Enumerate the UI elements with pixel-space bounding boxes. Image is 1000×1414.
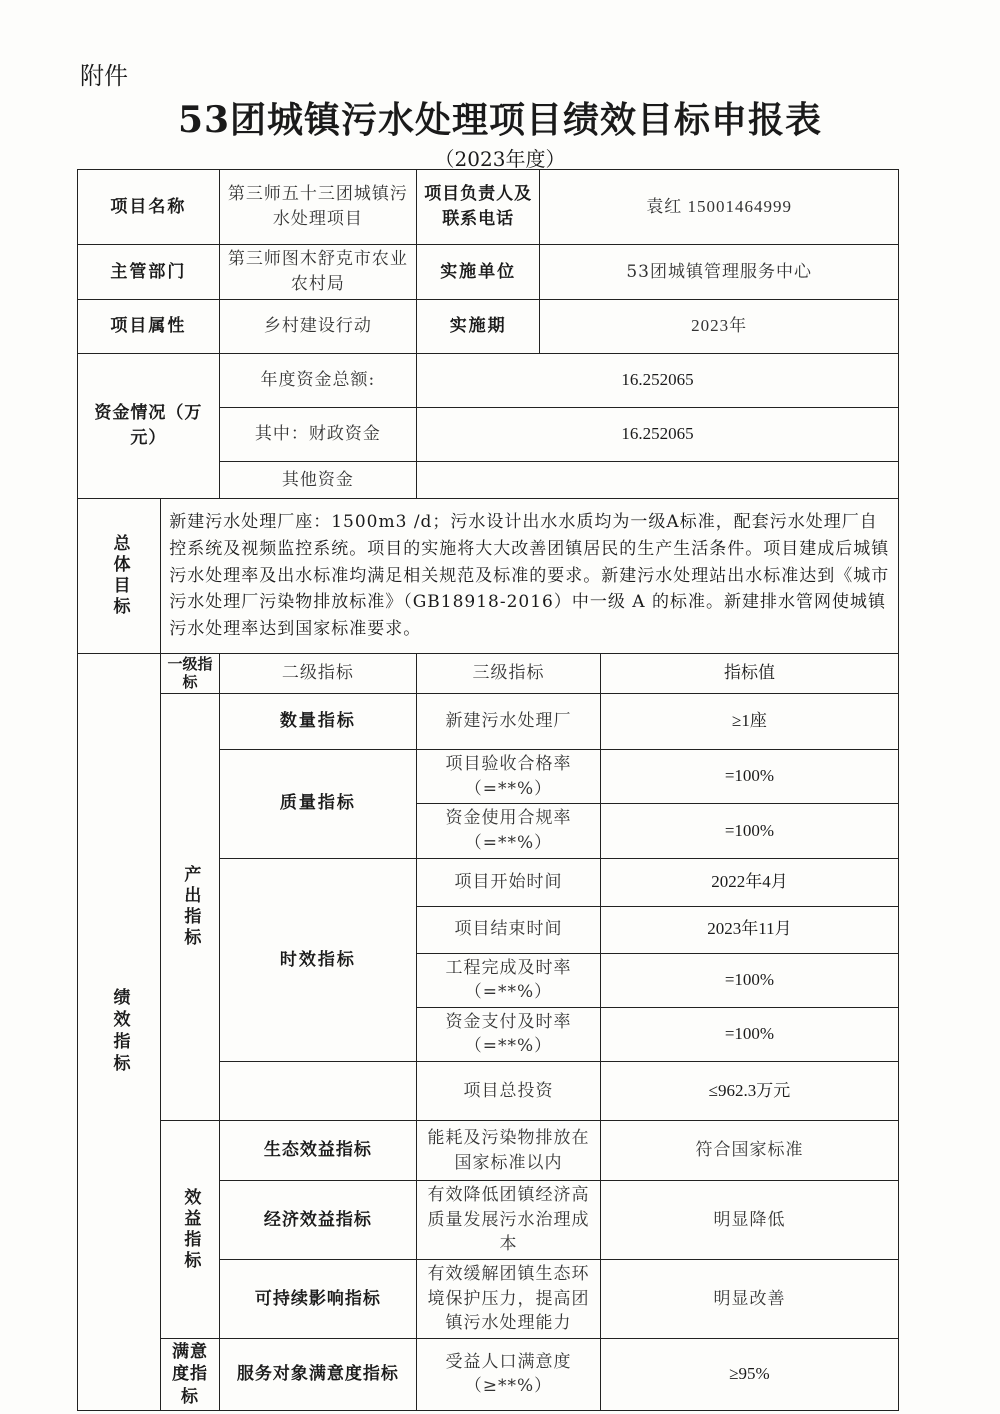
- annual-total-label: 年度资金总额:: [219, 354, 416, 408]
- fiscal-funds-label: 其中：财政资金: [219, 408, 416, 462]
- perf-label: 绩效指标: [78, 654, 161, 1411]
- project-name-label: 项目名称: [78, 170, 220, 245]
- l3-name: 能耗及污染物排放在国家标准以内: [417, 1121, 601, 1181]
- l3-value: ≥95%: [600, 1338, 898, 1410]
- l3-name: 工程完成及时率（=**%）: [417, 953, 601, 1007]
- l3-value: =100%: [600, 750, 898, 804]
- satisfaction-indicator-label: 满意度指标: [161, 1338, 220, 1410]
- l2-header: 二级指标: [219, 654, 416, 694]
- period-value: 2023年: [540, 300, 899, 354]
- document-title: 53团城镇污水处理项目绩效目标申报表: [177, 99, 823, 141]
- l3-header: 三级指标: [417, 654, 601, 694]
- table-row: [78, 1338, 899, 1410]
- benefit-indicator-label: 效益指标: [161, 1121, 220, 1339]
- project-name-value: 第三师五十三团城镇污水处理项目: [219, 170, 416, 245]
- funds-total-row: [78, 354, 899, 408]
- period-label: 实施期: [417, 300, 540, 354]
- goal-label: 总体目标: [78, 499, 161, 654]
- l3-name: 新建污水处理厂: [417, 694, 601, 750]
- performance-form-table: [77, 169, 899, 1411]
- l3-name: 项目结束时间: [417, 906, 601, 953]
- contact-value: 袁红 15001464999: [540, 170, 899, 245]
- funds-label: 资金情况（万元）: [78, 354, 220, 499]
- l3-value: =100%: [600, 804, 898, 858]
- timeliness-indicator-label: 时效指标: [219, 858, 416, 1062]
- l3-value: ≥1座: [600, 694, 898, 750]
- other-funds-value: [417, 462, 899, 499]
- dept-label: 主管部门: [78, 245, 220, 300]
- value-header: 指标值: [600, 654, 898, 694]
- l3-value: ≤962.3万元: [600, 1062, 898, 1121]
- fiscal-funds-value: 16.252065: [417, 408, 899, 462]
- other-funds-label: 其他资金: [219, 462, 416, 499]
- l3-name: 受益人口满意度（≥**%）: [417, 1338, 601, 1410]
- l3-value: =100%: [600, 953, 898, 1007]
- eco-benefit-label: 生态效益指标: [219, 1121, 416, 1181]
- attachment-label: 附件: [80, 62, 128, 90]
- project-name-row: [78, 170, 899, 245]
- l3-value: 2022年4月: [600, 858, 898, 906]
- impl-unit-label: 实施单位: [417, 245, 540, 300]
- l3-name: 有效缓解团镇生态环境保护压力，提高团镇污水处理能力: [417, 1260, 601, 1339]
- impl-unit-value: 53团城镇管理服务中心: [540, 245, 899, 300]
- dept-row: [78, 245, 899, 300]
- l3-name: 项目验收合格率（=**%）: [417, 750, 601, 804]
- econ-benefit-label: 经济效益指标: [219, 1181, 416, 1260]
- empty-l2-cell: [219, 1062, 416, 1121]
- l3-value: =100%: [600, 1007, 898, 1061]
- quantity-indicator-label: 数量指标: [219, 694, 416, 750]
- l1-header: 一级指标: [161, 654, 220, 694]
- l3-name: 有效降低团镇经济高质量发展污水治理成本: [417, 1181, 601, 1260]
- dept-value: 第三师图木舒克市农业农村局: [219, 245, 416, 300]
- l3-value: 明显降低: [600, 1181, 898, 1260]
- table-row: [78, 694, 899, 750]
- contact-label: 项目负责人及联系电话: [417, 170, 540, 245]
- attr-value: 乡村建设行动: [219, 300, 416, 354]
- l3-value: 明显改善: [600, 1260, 898, 1339]
- quality-indicator-label: 质量指标: [219, 750, 416, 859]
- l3-name: 资金使用合规率（=**%）: [417, 804, 601, 858]
- l3-value: 2023年11月: [600, 906, 898, 953]
- service-satisfaction-label: 服务对象满意度指标: [219, 1338, 416, 1410]
- perf-header-row: [78, 654, 899, 694]
- l3-name: 项目开始时间: [417, 858, 601, 906]
- document-year: （2023年度）: [434, 147, 566, 171]
- sustain-impact-label: 可持续影响指标: [219, 1260, 416, 1339]
- l3-name: 项目总投资: [417, 1062, 601, 1121]
- l3-value: 符合国家标准: [600, 1121, 898, 1181]
- l3-name: 资金支付及时率（=**%）: [417, 1007, 601, 1061]
- attr-row: [78, 300, 899, 354]
- attr-label: 项目属性: [78, 300, 220, 354]
- annual-total-value: 16.252065: [417, 354, 899, 408]
- goal-text: 新建污水处理厂座：1500m3 /d；污水设计出水水质均为一级A标准，配套污水处理厂自控系统及视频监控系统。项目的实施将大大改善团镇居民的生产生活条件。项目建成后城镇污水处理率及出水标准均满足相关规范及标准的要求。新建污水处理站出水标准达到《城市污水处理厂污染物排放标准》（GB18918-2016）中一级 A 的标准。新建排水管网使城镇污水处理率达到国家标准要求。: [161, 499, 899, 654]
- table-row: [78, 1121, 899, 1181]
- goal-row: [78, 499, 899, 654]
- output-indicator-label: 产出指标: [161, 694, 220, 1121]
